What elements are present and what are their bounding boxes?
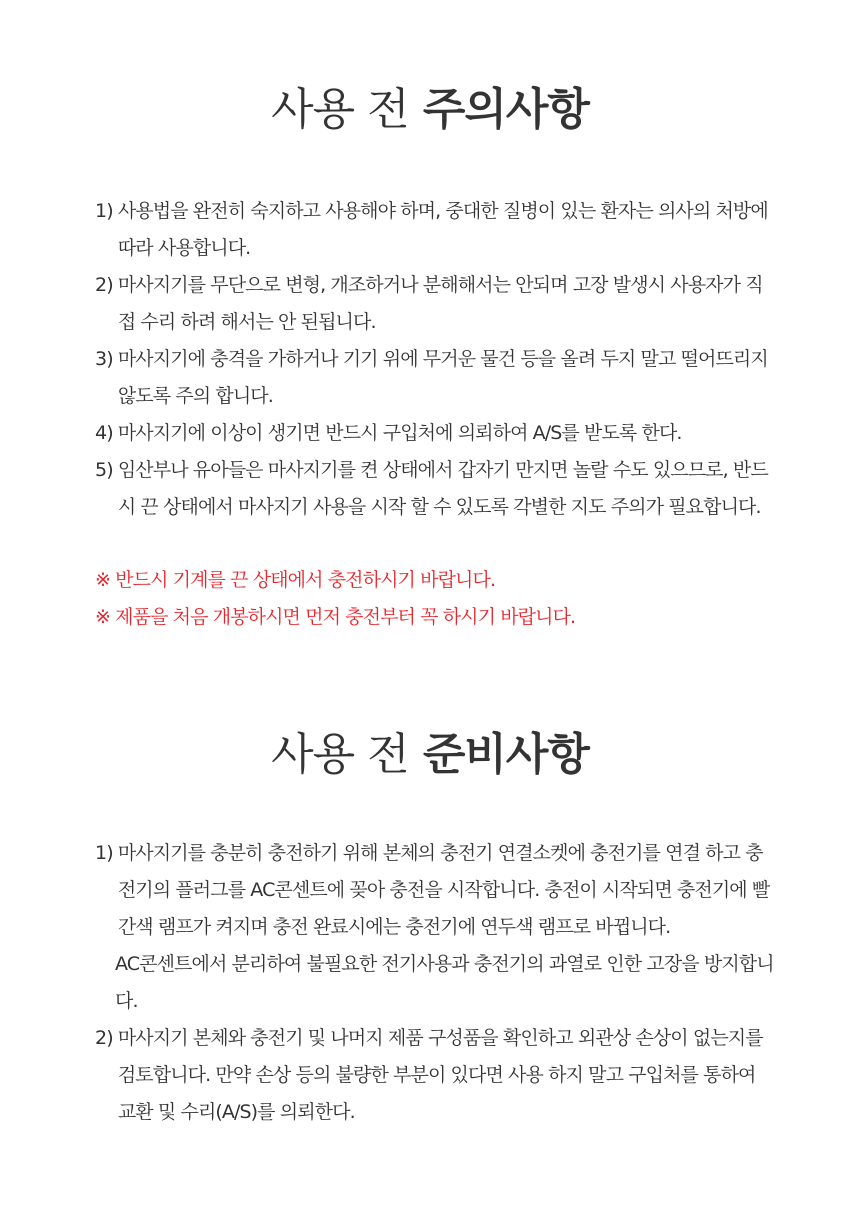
caution-item-3 bbox=[95, 341, 775, 415]
item-number: 1) bbox=[95, 842, 118, 864]
item-number: 2) bbox=[95, 274, 118, 296]
item-number: 3) bbox=[95, 348, 118, 370]
item-text: 마사지기를 무단으로 변형, 개조하거나 분해해서는 안되며 고장 발생시 사용자가 직접 수리 하려 해서는 안 된됩니다. bbox=[117, 274, 763, 333]
caution-title-bold: 주의사항 bbox=[422, 84, 589, 135]
item-number: 1) bbox=[95, 200, 118, 222]
item-text: 마사지기를 충분히 충전하기 위해 본체의 충전기 연결소켓에 충전기를 연결 하고 충전기의 플러그를 AC콘센트에 꽂아 충전을 시작합니다. 충전이 시작되면 충전기에 빨간색 램프가 켜지며 충전 완료시에는 충전기에 연두색 램프로 바뀝니다. bbox=[117, 842, 770, 938]
item-text: AC콘센트에서 분리하여 불필요한 전기사용과 충전기의 과열로 인한 고장을 방지합니다. bbox=[115, 953, 774, 1012]
item-text: 사용법을 완전히 숙지하고 사용해야 하며, 중대한 질병이 있는 환자는 의사의 처방에 따라 사용합니다. bbox=[117, 200, 768, 259]
item-number: 2) bbox=[95, 1027, 118, 1049]
item-number: 5) bbox=[95, 459, 118, 481]
item-text: 임산부나 유아들은 마사지기를 켠 상태에서 갑자기 만지면 놀랄 수도 있으므로, 반드시 끈 상태에서 마사지기 사용을 시작 할 수 있도록 각별한 지도 주의가 필요합니다. bbox=[117, 459, 768, 518]
caution-title-light: 사용 전 bbox=[271, 84, 409, 135]
preparation-item-2 bbox=[95, 1020, 775, 1131]
caution-title bbox=[0, 84, 860, 135]
preparation-list bbox=[95, 835, 775, 1131]
item-number: 4) bbox=[95, 422, 118, 444]
preparation-title-light: 사용 전 bbox=[271, 729, 409, 780]
preparation-item-1-note bbox=[95, 946, 775, 1020]
item-text: 마사지기에 충격을 가하거나 기기 위에 무거운 물건 등을 올려 두지 말고 떨어뜨리지 않도록 주의 합니다. bbox=[117, 348, 768, 407]
warning-note-first-charge: ※ 제품을 처음 개봉하시면 먼저 충전부터 꼭 하시기 바랍니다. bbox=[95, 606, 576, 628]
preparation-title-bold: 준비사항 bbox=[422, 729, 589, 780]
warning-note-charge-off: ※ 반드시 기계를 끈 상태에서 충전하시기 바랍니다. bbox=[95, 569, 496, 591]
item-text: 마사지기에 이상이 생기면 반드시 구입처에 의뢰하여 A/S를 받도록 한다. bbox=[117, 422, 682, 444]
preparation-item-1 bbox=[95, 835, 775, 946]
item-text: 마사지기 본체와 충전기 및 나머지 제품 구성품을 확인하고 외관상 손상이 없는지를 검토합니다. 만약 손상 등의 불량한 부분이 있다면 사용 하지 말고 구입처를 통하여 교환 및 수리(A/S)를 의뢰한다. bbox=[117, 1027, 763, 1123]
caution-item-2 bbox=[95, 267, 775, 341]
preparation-title bbox=[0, 729, 860, 780]
caution-item-1 bbox=[95, 193, 775, 267]
caution-item-5 bbox=[95, 452, 775, 526]
caution-list bbox=[95, 193, 775, 526]
caution-item-4 bbox=[95, 415, 775, 452]
warning-notes bbox=[95, 562, 775, 636]
